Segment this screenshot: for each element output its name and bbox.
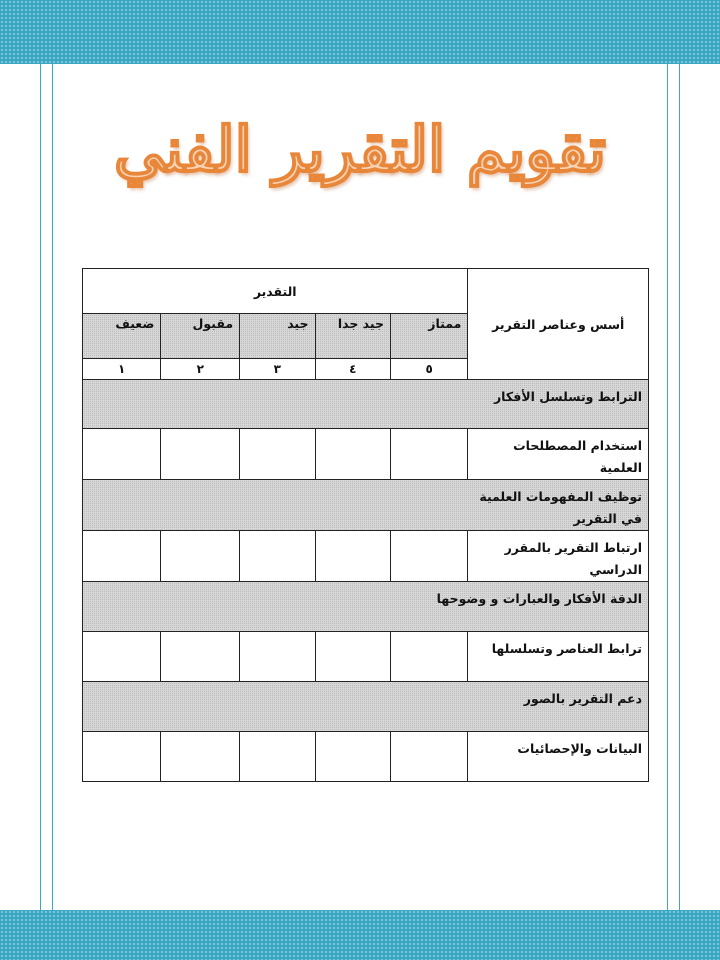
rating-cell[interactable] [161,632,240,682]
rating-cell[interactable] [83,429,161,480]
evaluation-table [82,268,649,782]
table-row [83,732,649,782]
level-excellent: ممتاز [391,314,468,359]
criterion-label: دعم التقرير بالصور [83,682,649,732]
rating-cell[interactable] [240,531,315,582]
rating-cell[interactable] [161,531,240,582]
table-row [83,632,649,682]
table-row [83,480,649,531]
rating-cell[interactable] [83,732,161,782]
table-row [83,531,649,582]
criterion-label [83,480,649,531]
table-row [83,429,649,480]
left-border-line-inner [52,0,53,960]
right-border-line-inner [667,0,668,960]
criterion-label: الترابط وتسلسل الأفكار [83,380,649,429]
rating-cell[interactable] [83,531,161,582]
rating-cell[interactable] [391,732,468,782]
rating-cell[interactable] [315,429,390,480]
criterion-label-text: توظيف المفهومات العلمية في التقرير [479,489,642,526]
score-3: ٣ [240,359,315,380]
rating-cell[interactable] [315,632,390,682]
page-top-band [52,0,668,64]
score-4: ٤ [315,359,390,380]
rating-cell[interactable] [240,429,315,480]
rating-cell[interactable] [391,531,468,582]
level-weak: ضعيف [83,314,161,359]
score-5: ٥ [391,359,468,380]
criterion-label: استخدام المصطلحات العلمية [468,429,649,480]
table-row [83,582,649,632]
right-border-line-outer [679,0,680,960]
level-acceptable: مقبول [161,314,240,359]
score-2: ٢ [161,359,240,380]
document-title: تقويم التقرير الفني [113,113,607,186]
table-row [83,682,649,732]
rating-cell[interactable] [315,531,390,582]
criterion-label: ترابط العناصر وتسلسلها [468,632,649,682]
table-row [83,380,649,429]
criterion-label: ارتباط التقرير بالمقرر الدراسي [468,531,649,582]
level-very-good: جيد جدا [315,314,390,359]
left-border-line-outer [40,0,41,960]
rating-cell[interactable] [240,732,315,782]
rating-cell[interactable] [161,429,240,480]
rating-cell[interactable] [391,632,468,682]
header-row [83,269,649,314]
criterion-label: الدقة الأفكار والعبارات و وضوحها [83,582,649,632]
rating-header: التقدير [83,269,468,314]
rating-cell[interactable] [83,632,161,682]
level-good: جيد [240,314,315,359]
rating-cell[interactable] [315,732,390,782]
page-bottom-band [52,910,668,960]
criterion-label: البيانات والإحصائيات [468,732,649,782]
rating-cell[interactable] [391,429,468,480]
criteria-header: أسس وعناصر التقرير [468,269,649,380]
score-1: ١ [83,359,161,380]
rating-cell[interactable] [240,632,315,682]
rating-cell[interactable] [161,732,240,782]
